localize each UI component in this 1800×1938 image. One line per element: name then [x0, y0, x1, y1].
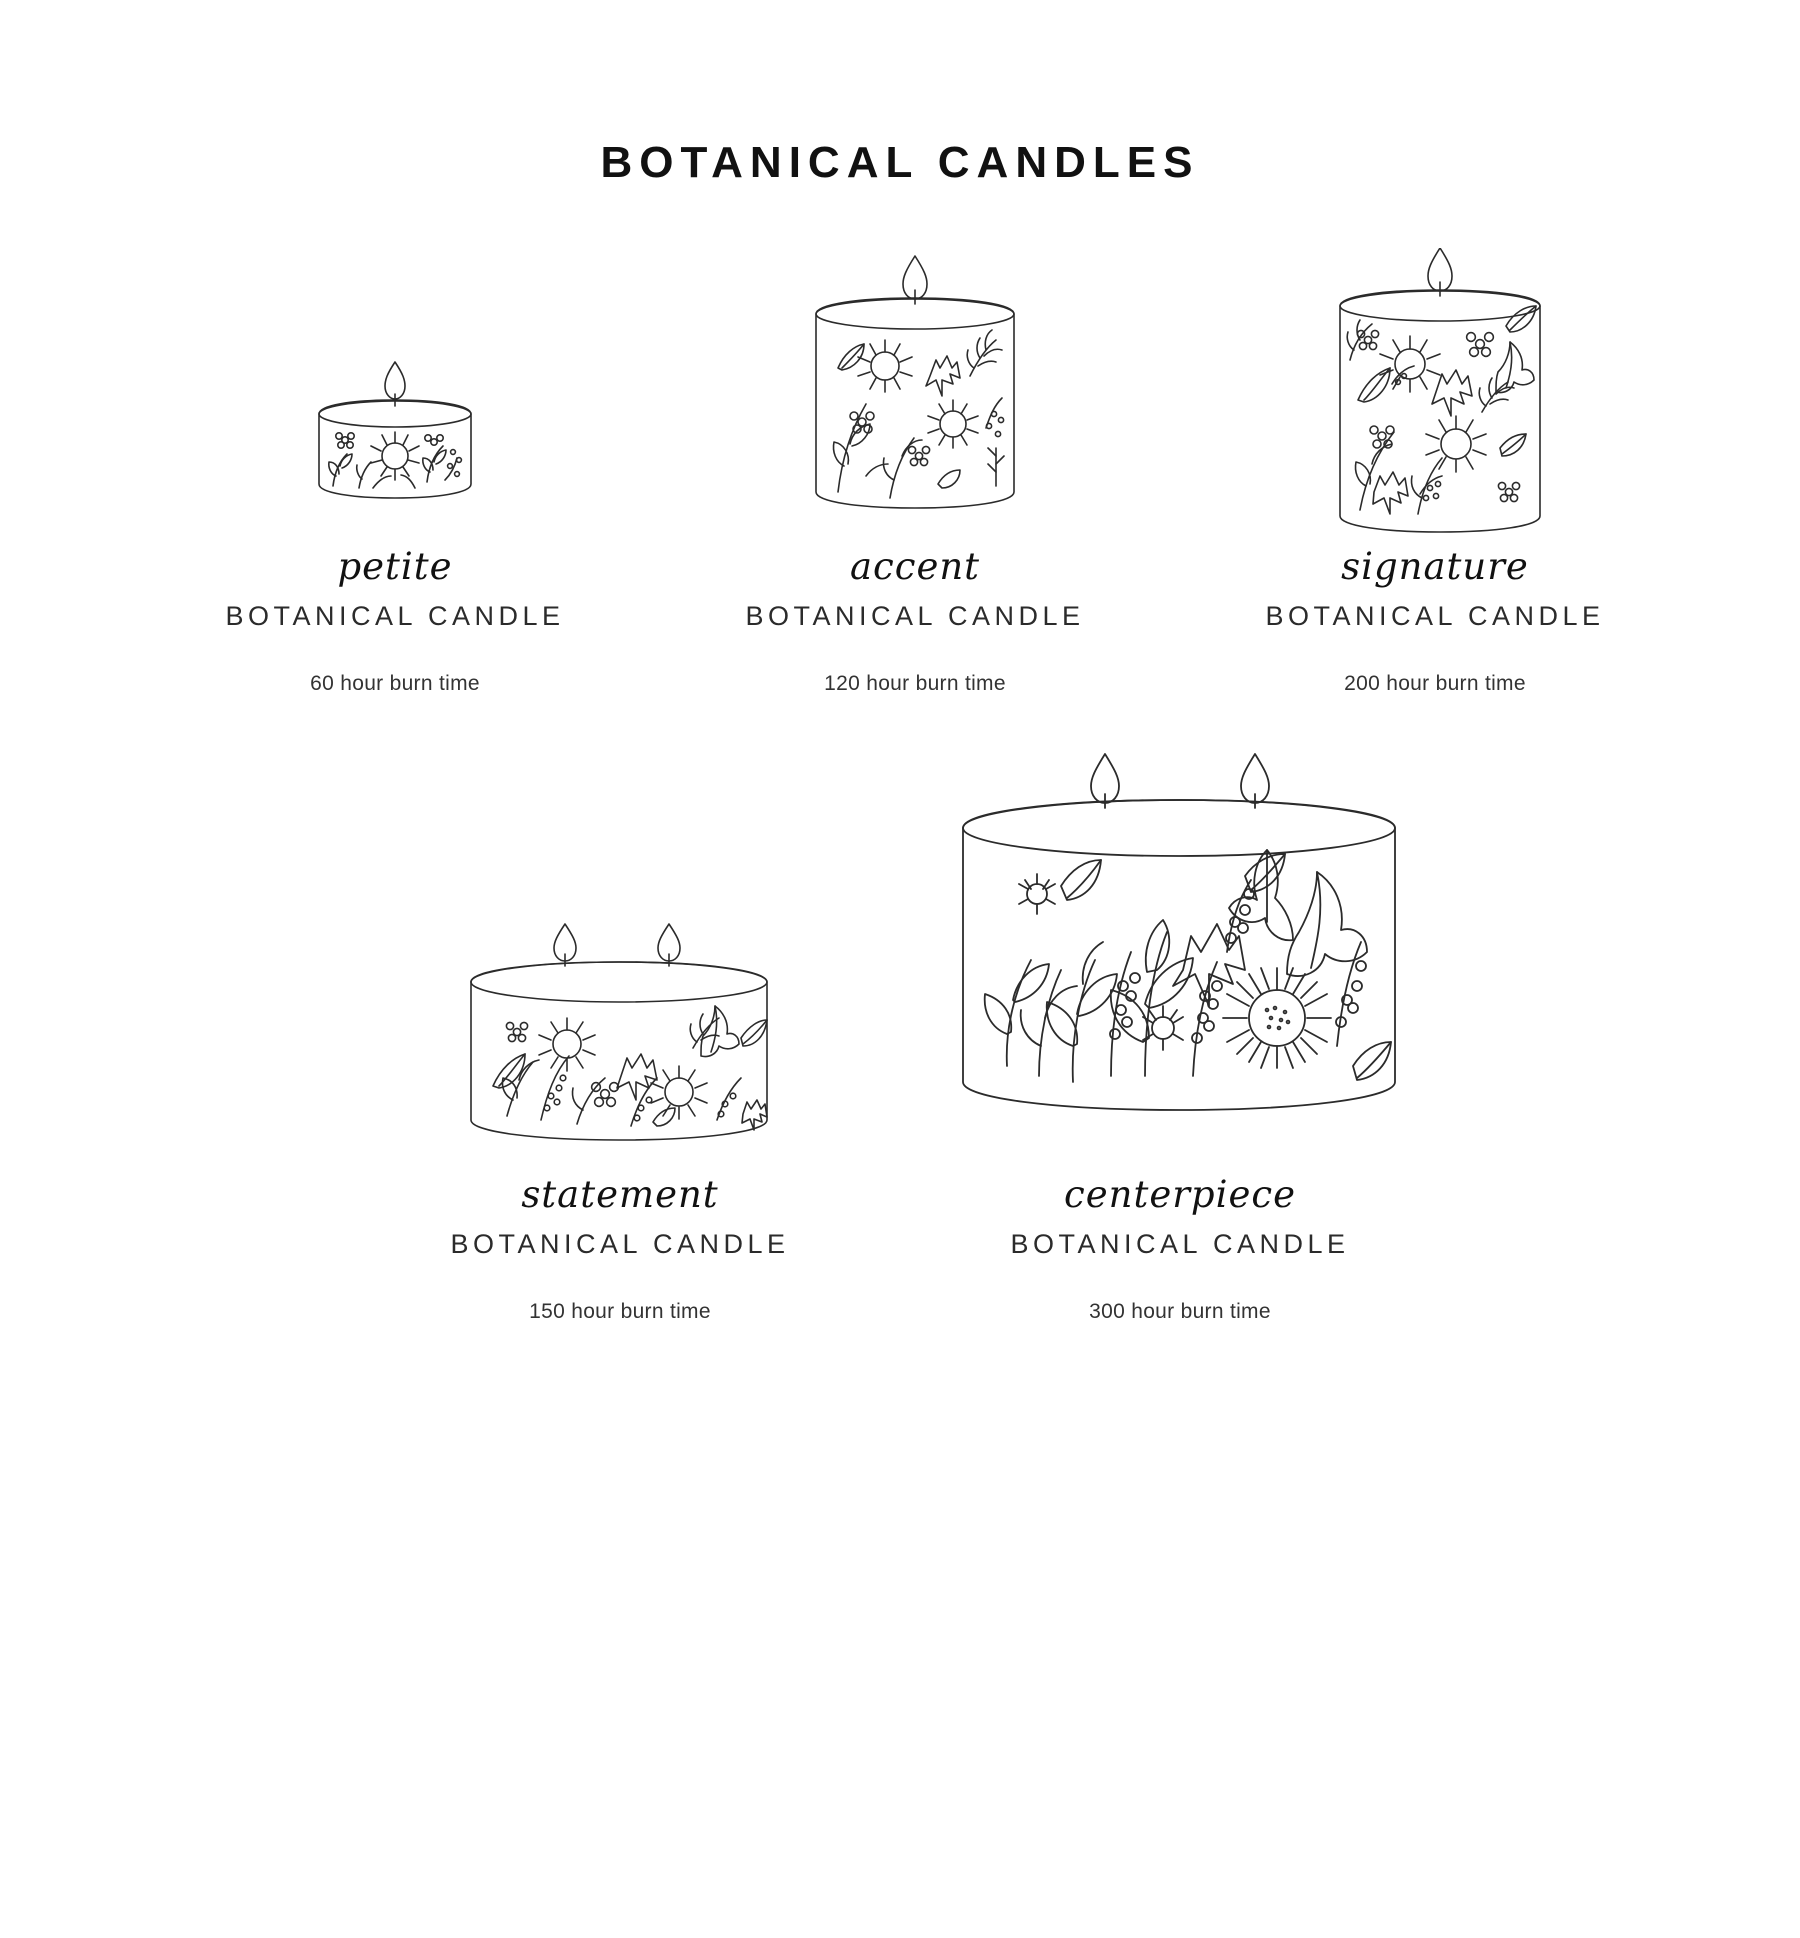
product-card-accent[interactable] [655, 248, 1175, 696]
product-name: statement [521, 1172, 719, 1216]
product-burn-time: 200 hour burn time [1344, 671, 1526, 695]
product-label-signature [1265, 545, 1605, 696]
candle-art-signature [1310, 248, 1560, 548]
product-line: BOTANICAL CANDLE [1265, 600, 1605, 631]
candle-icon-statement [455, 916, 785, 1176]
product-card-petite[interactable] [135, 248, 655, 696]
product-burn-time: 300 hour burn time [1089, 1299, 1271, 1323]
product-card-centerpiece[interactable] [900, 736, 1460, 1324]
candle-row-bottom [0, 736, 1800, 1324]
product-line: BOTANICAL CANDLE [225, 600, 565, 631]
product-card-signature[interactable] [1175, 248, 1695, 696]
candle-art-accent [790, 248, 1040, 548]
product-burn-time: 150 hour burn time [529, 1299, 711, 1323]
product-label-petite [225, 545, 565, 696]
product-name: signature [1341, 545, 1529, 588]
candle-art-petite [295, 248, 495, 548]
product-burn-time: 60 hour burn time [310, 671, 480, 695]
product-label-accent [745, 545, 1085, 696]
product-label-centerpiece [1010, 1172, 1350, 1324]
candle-icon-accent [790, 248, 1040, 548]
product-card-statement[interactable] [340, 736, 900, 1324]
page-title: BOTANICAL CANDLES [600, 138, 1200, 187]
candle-icon-petite [295, 348, 495, 548]
product-burn-time: 120 hour burn time [824, 671, 1006, 695]
candle-art-statement [455, 736, 785, 1176]
product-line: BOTANICAL CANDLE [450, 1228, 790, 1259]
product-line: BOTANICAL CANDLE [1010, 1228, 1350, 1259]
product-label-statement [450, 1172, 790, 1324]
product-name: accent [849, 545, 981, 588]
candle-icon-signature [1310, 248, 1560, 548]
product-name: petite [337, 545, 453, 588]
product-name: centerpiece [1064, 1172, 1296, 1216]
candle-icon-centerpiece [945, 746, 1415, 1176]
product-line: BOTANICAL CANDLE [745, 600, 1085, 631]
candle-row-top [0, 248, 1800, 696]
candle-art-centerpiece [945, 736, 1415, 1176]
